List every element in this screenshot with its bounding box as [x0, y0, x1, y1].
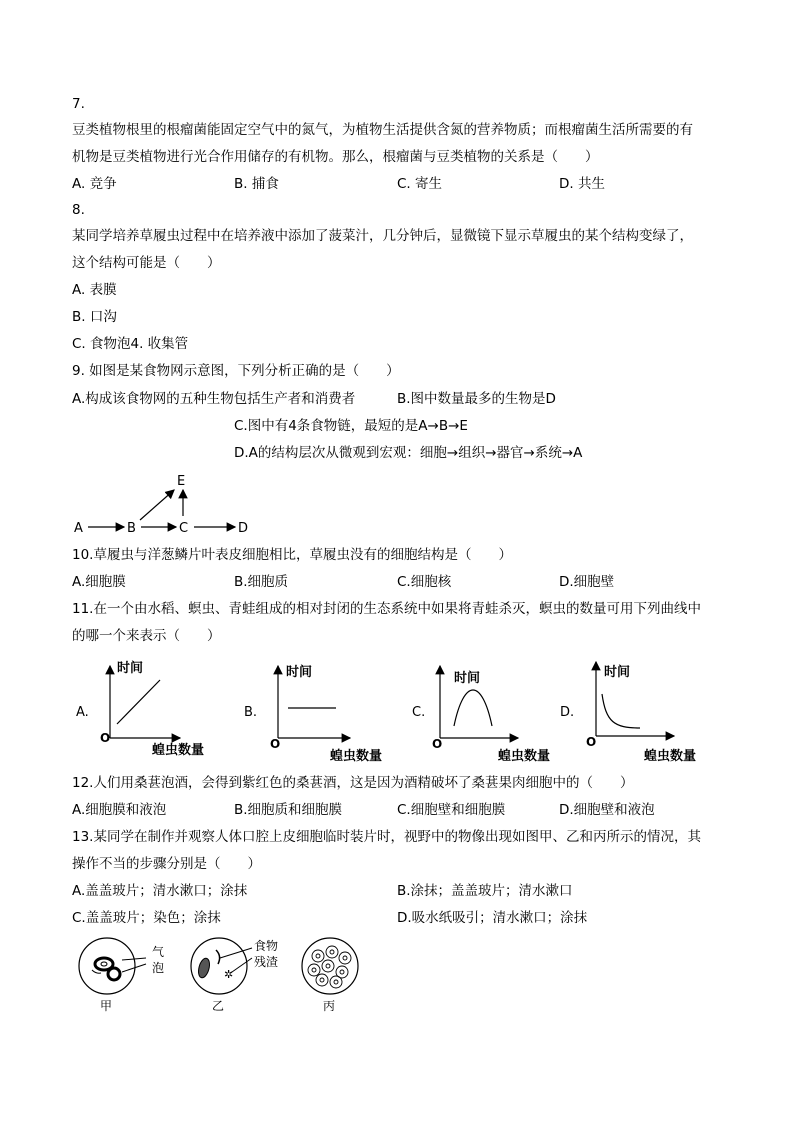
q7-option-a: A. 竞争	[72, 176, 117, 192]
q8-option-b: B. 口沟	[72, 309, 117, 325]
label-canzha: 残渣	[254, 955, 279, 969]
food-residue-icon	[197, 957, 212, 979]
graph-d-option-label: D.	[560, 705, 575, 720]
web-node-b: B	[127, 521, 136, 536]
graph-d-origin: O	[586, 735, 597, 749]
q11-stem-line2: 的哪一个来表示（ ）	[72, 628, 221, 644]
web-node-d: D	[238, 521, 249, 536]
graph-b-x-label: 蝗虫数量	[330, 749, 383, 764]
graph-a-option-label: A.	[76, 705, 89, 720]
label-pao: 泡	[152, 961, 165, 975]
graph-c-y-label: 时间	[454, 671, 481, 686]
q13-stem-line1: 13.某同学在制作并观察人体口腔上皮细胞临时装片时，视野中的物像出现如图甲、乙和丙所示的情况，其	[72, 829, 701, 845]
web-node-c: C	[179, 521, 189, 536]
q12-option-b: B.细胞质和细胞膜	[234, 802, 343, 818]
q10-option-c: C.细胞核	[397, 574, 452, 590]
bubble-icon	[108, 968, 120, 980]
q10-option-a: A.细胞膜	[72, 574, 126, 590]
q13-stem-line2: 操作不当的步骤分别是（ ）	[72, 856, 261, 872]
graph-a-curve	[117, 680, 160, 724]
q7-stem-line2: 机物是豆类植物进行光合作用储存的有机物。那么，根瘤菌与豆类植物的关系是（ ）	[72, 149, 599, 165]
q7-option-d: D. 共生	[559, 176, 605, 192]
overlapping-cells-icon	[308, 946, 351, 988]
q8-stem-line1: 某同学培养草履虫过程中在培养液中添加了菠菜汁，几分钟后，显微镜下显示草履虫的某个结构变绿了，	[72, 228, 693, 244]
view-jia-circle	[79, 938, 135, 994]
graph-option-a	[72, 652, 222, 762]
q11-stem-line1: 11.在一个由水稻、螟虫、青蛙组成的相对封闭的生态系统中如果将青蛙杀灭，螟虫的数量可用下列曲线中	[72, 601, 701, 617]
label-qi: 气	[152, 945, 165, 959]
q13-option-d: D.吸水纸吸引；清水漱口；涂抹	[397, 910, 588, 926]
graph-option-b	[240, 658, 400, 768]
q8-stem-line2: 这个结构可能是（ ）	[72, 255, 221, 271]
q13-option-c: C.盖盖玻片；染色；涂抹	[72, 910, 221, 926]
graph-a-origin: O	[100, 731, 111, 745]
label-jia: 甲	[100, 999, 113, 1013]
q7-option-b: B. 捕食	[234, 176, 279, 192]
q9-option-d: D.A的结构层次从微观到宏观：细胞→组织→器官→系统→A	[234, 445, 583, 461]
graph-c-origin: O	[432, 737, 443, 751]
graph-c-option-label: C.	[412, 705, 426, 720]
q9-option-c: C.图中有4条食物链，最短的是A→B→E	[234, 418, 468, 434]
q12-option-c: C.细胞壁和细胞膜	[397, 802, 506, 818]
q13-option-b: B.涂抹；盖盖玻片；清水漱口	[397, 883, 573, 899]
graph-c-x-label: 蝗虫数量	[498, 749, 551, 764]
q7-stem-line1: 豆类植物根里的根瘤菌能固定空气中的氮气，为植物生活提供含氮的营养物质；而根瘤菌生活所需要的有	[72, 122, 693, 138]
q12-stem: 12.人们用桑葚泡酒，会得到紫红色的桑葚酒，这是因为酒精破坏了桑葚果肉细胞中的（ ）	[72, 775, 634, 791]
q12-option-a: A.细胞膜和液泡	[72, 802, 167, 818]
q10-stem: 10.草履虫与洋葱鳞片叶表皮细胞相比，草履虫没有的细胞结构是（ ）	[72, 547, 512, 563]
arrow-b-e	[140, 490, 174, 520]
graph-a-y-label: 时间	[117, 661, 144, 676]
graph-c-curve	[454, 690, 492, 726]
q9-stem: 9. 如图是某食物网示意图，下列分析正确的是（ ）	[72, 363, 400, 379]
web-node-e: E	[177, 474, 186, 489]
q10-option-d: D.细胞壁	[559, 574, 615, 590]
graph-b-option-label: B.	[244, 705, 258, 720]
food-web-diagram	[70, 468, 270, 540]
graph-d-y-label: 时间	[604, 665, 631, 680]
label-yi: 乙	[212, 999, 225, 1013]
q8-option-a: A. 表膜	[72, 282, 117, 298]
graph-d-curve	[602, 694, 640, 728]
q10-option-b: B.细胞质	[234, 574, 289, 590]
q13-option-a: A.盖盖玻片；清水漱口；涂抹	[72, 883, 248, 899]
q7-option-c: C. 寄生	[397, 176, 443, 192]
debris-icon: ✲	[224, 968, 234, 981]
q8-option-cd: C. 食物泡4. 收集管	[72, 336, 189, 352]
q7-number: 7.	[72, 96, 85, 112]
graph-b-origin: O	[270, 737, 281, 751]
q9-option-a: A.构成该食物网的五种生物包括生产者和消费者	[72, 391, 356, 407]
graph-a-x-label: 蝗虫数量	[152, 743, 205, 758]
q12-option-d: D.细胞壁和液泡	[559, 802, 655, 818]
q9-option-b: B.图中数量最多的生物是D	[397, 391, 556, 407]
label-bing: 丙	[323, 999, 336, 1013]
graph-b-y-label: 时间	[286, 665, 313, 680]
graph-option-c	[408, 658, 568, 768]
slide-view-figure	[74, 936, 364, 1016]
graph-option-d	[556, 652, 716, 768]
graph-d-x-label: 蝗虫数量	[644, 749, 697, 764]
q8-number: 8.	[72, 202, 85, 218]
label-shiwu: 食物	[254, 939, 279, 953]
web-node-a: A	[74, 521, 83, 536]
